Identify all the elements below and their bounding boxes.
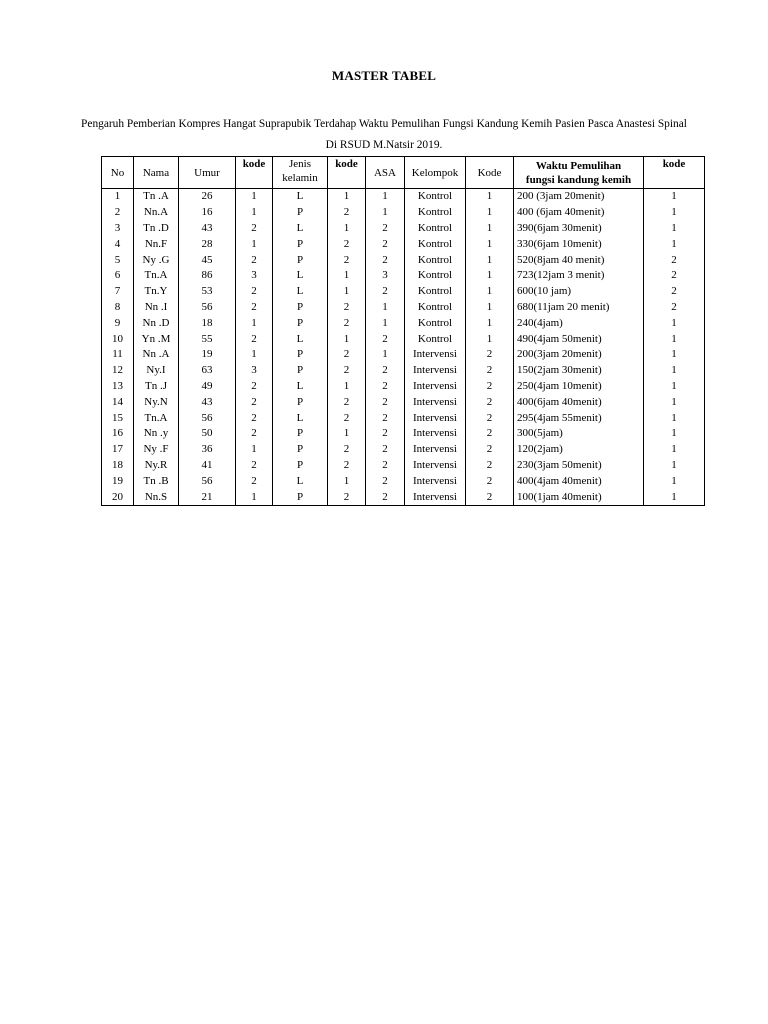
cell-umur: 26 [179,189,236,205]
table-row [102,347,705,363]
cell-kode-jk: 1 [328,426,366,442]
cell-kelompok: Kontrol [405,189,466,205]
cell-umur: 86 [179,268,236,284]
cell-asa: 2 [366,489,405,505]
cell-kode-waktu: 2 [644,300,705,316]
cell-nama: Nn.A [134,205,179,221]
cell-kelompok: Intervensi [405,363,466,379]
cell-kelompok: Intervensi [405,379,466,395]
cell-nama: Tn.Y [134,284,179,300]
cell-kode-kelompok: 2 [466,489,514,505]
cell-umur: 43 [179,394,236,410]
cell-waktu-pemulihan: 390(6jam 30menit) [514,221,644,237]
cell-kode-kelompok: 1 [466,331,514,347]
cell-umur: 49 [179,379,236,395]
cell-kode-jk: 2 [328,315,366,331]
cell-kelompok: Kontrol [405,284,466,300]
header-waktu-pemulihan [514,157,644,189]
cell-umur: 56 [179,300,236,316]
header-kode-jk: kode [328,157,366,189]
cell-kode-waktu: 1 [644,379,705,395]
cell-jenis-kelamin: L [273,379,328,395]
cell-kode-umur: 2 [236,410,273,426]
cell-no: 20 [102,489,134,505]
cell-waktu-pemulihan: 490(4jam 50menit) [514,331,644,347]
cell-kode-kelompok: 1 [466,221,514,237]
cell-jenis-kelamin: P [273,442,328,458]
cell-nama: Nn.F [134,236,179,252]
cell-kode-umur: 2 [236,458,273,474]
cell-kode-jk: 1 [328,268,366,284]
cell-nama: Ny .G [134,252,179,268]
cell-kelompok: Kontrol [405,205,466,221]
cell-waktu-pemulihan: 250(4jam 10menit) [514,379,644,395]
cell-kode-waktu: 1 [644,442,705,458]
cell-no: 3 [102,221,134,237]
cell-jenis-kelamin: P [273,205,328,221]
cell-kode-umur: 2 [236,426,273,442]
cell-kode-kelompok: 2 [466,394,514,410]
cell-kode-kelompok: 1 [466,268,514,284]
cell-waktu-pemulihan: 100(1jam 40menit) [514,489,644,505]
cell-nama: Tn .J [134,379,179,395]
header-nama: Nama [134,157,179,189]
cell-nama: Nn .I [134,300,179,316]
cell-jenis-kelamin: L [273,410,328,426]
cell-umur: 56 [179,473,236,489]
table-body [102,189,705,506]
header-kode-umur: kode [236,157,273,189]
cell-kode-jk: 2 [328,489,366,505]
cell-kelompok: Intervensi [405,458,466,474]
cell-kelompok: Kontrol [405,221,466,237]
cell-umur: 55 [179,331,236,347]
cell-umur: 45 [179,252,236,268]
cell-kode-waktu: 1 [644,363,705,379]
cell-nama: Tn .B [134,473,179,489]
cell-kode-jk: 2 [328,458,366,474]
cell-kelompok: Intervensi [405,347,466,363]
cell-umur: 63 [179,363,236,379]
cell-asa: 2 [366,458,405,474]
cell-nama: Nn .D [134,315,179,331]
cell-kode-umur: 2 [236,300,273,316]
cell-no: 8 [102,300,134,316]
table-row [102,236,705,252]
cell-nama: Tn.A [134,268,179,284]
cell-waktu-pemulihan: 150(2jam 30menit) [514,363,644,379]
cell-asa: 2 [366,363,405,379]
cell-asa: 2 [366,284,405,300]
table-row [102,426,705,442]
table-row [102,473,705,489]
page-title: MASTER TABEL [331,68,437,83]
cell-umur: 43 [179,221,236,237]
table-row [102,252,705,268]
cell-jenis-kelamin: L [273,331,328,347]
cell-asa: 2 [366,426,405,442]
cell-asa: 2 [366,236,405,252]
cell-waktu-pemulihan: 120(2jam) [514,442,644,458]
cell-kode-umur: 2 [236,394,273,410]
cell-jenis-kelamin: P [273,458,328,474]
table-row [102,442,705,458]
cell-umur: 36 [179,442,236,458]
cell-kode-waktu: 1 [644,236,705,252]
cell-kode-kelompok: 2 [466,442,514,458]
cell-asa: 2 [366,221,405,237]
cell-no: 4 [102,236,134,252]
cell-kode-jk: 1 [328,473,366,489]
cell-kode-waktu: 1 [644,315,705,331]
cell-waktu-pemulihan: 723(12jam 3 menit) [514,268,644,284]
cell-asa: 1 [366,205,405,221]
table-row [102,458,705,474]
cell-umur: 53 [179,284,236,300]
cell-nama: Tn .A [134,189,179,205]
table-row [102,410,705,426]
cell-jenis-kelamin: L [273,268,328,284]
cell-nama: Tn .D [134,221,179,237]
cell-no: 2 [102,205,134,221]
cell-nama: Ny.I [134,363,179,379]
cell-no: 12 [102,363,134,379]
cell-waktu-pemulihan: 200 (3jam 20menit) [514,189,644,205]
header-jenis-kelamin-line2: kelamin [282,172,318,184]
cell-kode-jk: 2 [328,236,366,252]
header-kode-waktu: kode [644,157,705,189]
cell-kode-kelompok: 2 [466,473,514,489]
cell-kelompok: Kontrol [405,268,466,284]
cell-kelompok: Intervensi [405,394,466,410]
cell-kode-kelompok: 1 [466,205,514,221]
cell-kelompok: Kontrol [405,300,466,316]
cell-kode-waktu: 1 [644,331,705,347]
cell-kelompok: Intervensi [405,442,466,458]
cell-no: 13 [102,379,134,395]
cell-kode-kelompok: 1 [466,236,514,252]
cell-umur: 41 [179,458,236,474]
cell-waktu-pemulihan: 400(6jam 40menit) [514,394,644,410]
cell-kode-jk: 1 [328,331,366,347]
table-row [102,363,705,379]
cell-kode-umur: 1 [236,189,273,205]
table-caption [0,114,768,156]
cell-no: 11 [102,347,134,363]
cell-kode-kelompok: 2 [466,410,514,426]
cell-nama: Nn.S [134,489,179,505]
cell-jenis-kelamin: P [273,315,328,331]
cell-umur: 16 [179,205,236,221]
cell-kode-waktu: 1 [644,394,705,410]
cell-no: 17 [102,442,134,458]
cell-kode-umur: 1 [236,315,273,331]
cell-jenis-kelamin: P [273,363,328,379]
cell-asa: 2 [366,252,405,268]
cell-kelompok: Intervensi [405,489,466,505]
cell-nama: Tn.A [134,410,179,426]
cell-jenis-kelamin: P [273,252,328,268]
cell-no: 9 [102,315,134,331]
cell-no: 7 [102,284,134,300]
cell-nama: Ny.N [134,394,179,410]
cell-asa: 2 [366,473,405,489]
cell-kelompok: Kontrol [405,252,466,268]
cell-jenis-kelamin: L [273,221,328,237]
cell-kode-kelompok: 1 [466,284,514,300]
cell-kode-waktu: 1 [644,347,705,363]
cell-kode-kelompok: 2 [466,379,514,395]
cell-kode-umur: 1 [236,347,273,363]
cell-jenis-kelamin: L [273,473,328,489]
cell-kode-jk: 2 [328,347,366,363]
cell-kode-jk: 2 [328,410,366,426]
cell-umur: 19 [179,347,236,363]
cell-jenis-kelamin: L [273,189,328,205]
cell-waktu-pemulihan: 230(3jam 50menit) [514,458,644,474]
table-row [102,284,705,300]
cell-kode-jk: 1 [328,379,366,395]
cell-waktu-pemulihan: 240(4jam) [514,315,644,331]
cell-kode-jk: 1 [328,189,366,205]
cell-no: 14 [102,394,134,410]
cell-asa: 3 [366,268,405,284]
cell-kode-waktu: 2 [644,252,705,268]
cell-kode-umur: 2 [236,379,273,395]
cell-kode-umur: 1 [236,442,273,458]
caption-line-2: Di RSUD M.Natsir 2019. [325,139,443,151]
table-row [102,300,705,316]
cell-umur: 28 [179,236,236,252]
master-table [101,156,705,506]
header-kode-kelompok: Kode [466,157,514,189]
cell-no: 6 [102,268,134,284]
cell-kelompok: Kontrol [405,331,466,347]
cell-jenis-kelamin: P [273,489,328,505]
cell-no: 10 [102,331,134,347]
cell-kode-waktu: 1 [644,221,705,237]
cell-kode-umur: 2 [236,331,273,347]
cell-jenis-kelamin: L [273,284,328,300]
cell-kode-kelompok: 1 [466,252,514,268]
cell-waktu-pemulihan: 295(4jam 55menit) [514,410,644,426]
cell-jenis-kelamin: P [273,236,328,252]
cell-kode-umur: 2 [236,221,273,237]
cell-kode-umur: 1 [236,489,273,505]
cell-kode-umur: 2 [236,252,273,268]
table-row [102,315,705,331]
cell-no: 16 [102,426,134,442]
cell-jenis-kelamin: P [273,347,328,363]
cell-jenis-kelamin: P [273,394,328,410]
cell-kode-waktu: 1 [644,473,705,489]
cell-kode-waktu: 2 [644,284,705,300]
cell-kode-jk: 2 [328,205,366,221]
cell-nama: Nn .y [134,426,179,442]
table-row [102,205,705,221]
cell-kode-umur: 2 [236,473,273,489]
cell-waktu-pemulihan: 680(11jam 20 menit) [514,300,644,316]
cell-kode-kelompok: 2 [466,458,514,474]
cell-jenis-kelamin: P [273,300,328,316]
header-umur: Umur [179,157,236,189]
cell-no: 15 [102,410,134,426]
cell-waktu-pemulihan: 520(8jam 40 menit) [514,252,644,268]
cell-kode-kelompok: 2 [466,363,514,379]
cell-no: 18 [102,458,134,474]
cell-asa: 1 [366,300,405,316]
cell-jenis-kelamin: P [273,426,328,442]
cell-kode-waktu: 1 [644,458,705,474]
cell-kode-waktu: 1 [644,426,705,442]
cell-asa: 2 [366,394,405,410]
header-kelompok: Kelompok [405,157,466,189]
cell-kode-waktu: 2 [644,268,705,284]
cell-kode-kelompok: 1 [466,189,514,205]
cell-nama: Yn .M [134,331,179,347]
cell-kelompok: Kontrol [405,236,466,252]
cell-waktu-pemulihan: 330(6jam 10menit) [514,236,644,252]
header-jenis-kelamin-line1: Jenis [289,158,311,170]
cell-kode-waktu: 1 [644,205,705,221]
cell-nama: Ny .F [134,442,179,458]
cell-nama: Ny.R [134,458,179,474]
table-row [102,221,705,237]
table-row [102,189,705,205]
cell-umur: 56 [179,410,236,426]
cell-kode-jk: 2 [328,363,366,379]
cell-asa: 1 [366,347,405,363]
cell-kode-waktu: 1 [644,410,705,426]
cell-waktu-pemulihan: 400 (6jam 40menit) [514,205,644,221]
cell-kelompok: Intervensi [405,473,466,489]
cell-kelompok: Intervensi [405,410,466,426]
cell-kelompok: Intervensi [405,426,466,442]
cell-no: 19 [102,473,134,489]
cell-asa: 2 [366,410,405,426]
cell-kode-umur: 1 [236,205,273,221]
cell-kode-kelompok: 1 [466,315,514,331]
table-row [102,331,705,347]
cell-waktu-pemulihan: 400(4jam 40menit) [514,473,644,489]
cell-kode-jk: 2 [328,252,366,268]
header-waktu-line1: Waktu Pemulihan [535,159,622,172]
header-jenis-kelamin [273,157,328,189]
cell-asa: 2 [366,331,405,347]
cell-waktu-pemulihan: 200(3jam 20menit) [514,347,644,363]
cell-waktu-pemulihan: 600(10 jam) [514,284,644,300]
table-row [102,379,705,395]
header-no: No [102,157,134,189]
cell-no: 1 [102,189,134,205]
cell-kode-umur: 2 [236,284,273,300]
cell-kode-waktu: 1 [644,489,705,505]
cell-kode-jk: 2 [328,394,366,410]
cell-kode-jk: 2 [328,300,366,316]
cell-kode-umur: 3 [236,268,273,284]
cell-umur: 50 [179,426,236,442]
cell-kode-waktu: 1 [644,189,705,205]
header-asa: ASA [366,157,405,189]
header-waktu-line2: fungsi kandung kemih [525,173,632,186]
cell-nama: Nn .A [134,347,179,363]
cell-kode-umur: 3 [236,363,273,379]
cell-asa: 1 [366,315,405,331]
caption-line-1: Pengaruh Pemberian Kompres Hangat Suprapubik Terdahap Waktu Pemulihan Fungsi Kandung Kemih Pasien Pasca Anastesi Spinal [81,118,687,130]
cell-kode-kelompok: 2 [466,347,514,363]
table-row [102,268,705,284]
cell-kode-jk: 1 [328,284,366,300]
header-row [102,157,705,189]
cell-waktu-pemulihan: 300(5jam) [514,426,644,442]
cell-kelompok: Kontrol [405,315,466,331]
cell-kode-umur: 1 [236,236,273,252]
cell-umur: 18 [179,315,236,331]
cell-kode-jk: 2 [328,442,366,458]
cell-kode-jk: 1 [328,221,366,237]
cell-kode-kelompok: 2 [466,426,514,442]
cell-asa: 2 [366,442,405,458]
cell-asa: 2 [366,379,405,395]
cell-no: 5 [102,252,134,268]
cell-umur: 21 [179,489,236,505]
cell-kode-kelompok: 1 [466,300,514,316]
cell-asa: 1 [366,189,405,205]
table-row [102,394,705,410]
table-row [102,489,705,505]
